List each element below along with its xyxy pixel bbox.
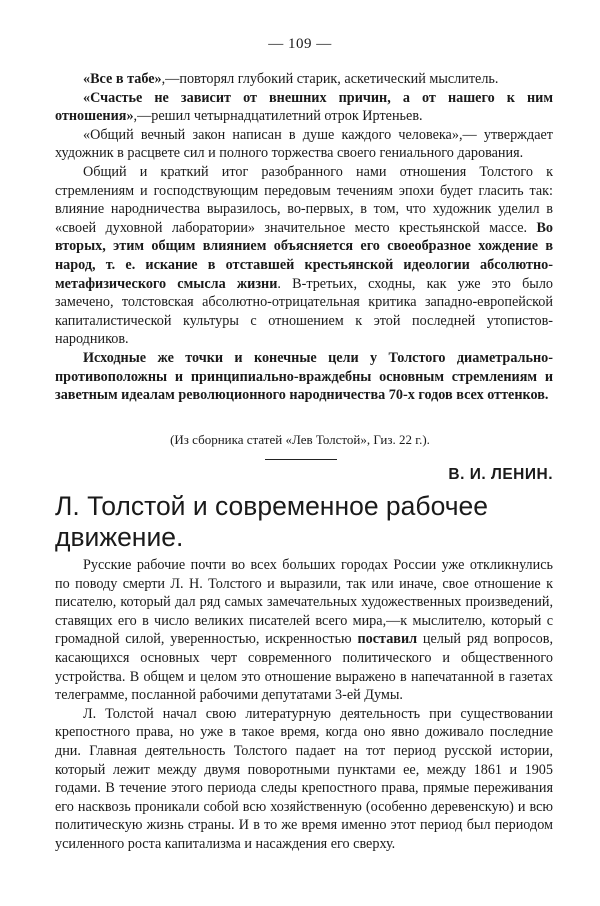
article-title: Л. Толстой и современное рабочее движение. [55,491,489,552]
essay-conclusion [55,70,553,405]
paragraph: «Общий вечный закон написан в душе каждого человека»,— утверждает художник в расцвете сил и полного торжества своего гениального дарования. [55,126,553,162]
paragraph: Л. Толстой начал свою литературную деятельность при существовании крепостного права, но уже в такое время, когда оно явно доживало последние дни. Главная деятельность Толстого падает на тот период русской истории, который лежит между двумя поворотными пунктами ее, между 1861 и 1905 годами. В течение этого периода следы крепостного права, прямые переживания его насквозь проникали собой всю хозяйственную (особенно деревенскую) и всю политическую жизнь страны. И в то же время именно этот период был периодом усиленного роста капитализма и насаждения его сверху. [55,705,553,852]
source-citation: (Из сборника статей «Лев Толстой», Гиз. 22 г.). [170,432,430,447]
article-body [55,556,553,854]
paragraph: Русские рабочие почти во всех больших городах России уже откликнулись по поводу смерти Л. Н. Толстого и выразили, так или иначе, свое отношение к писателю, который дал ряд самых замечательных художественных произведений, ставящих его в число великих писателей всего мира,—к мыслителю, который с громадной силой, уверенностью, искренностью поставил целый ряд вопросов, касающихся основных черт современного политического и общественного устройства. В общем и целом это отношение выражено в напечатанной в газетах телеграмме, посланной рабочими депутатами 3-ей Думы. [55,557,553,704]
paragraph: «Счастье не зависит от внешних причин, а от нашего к ним отношения»,—решил четырнадцатилетний отрок Иртеньев. [55,89,553,125]
author-name: В. И. ЛЕНИН. [448,466,553,483]
paragraph: Исходные же точки и конечные цели у Толстого диаметрально-противоположны и принципиально-враждебны основным стремлениям и заветным идеалам революционного народничества 70-х годов всех оттенков. [55,349,553,404]
section-divider [265,459,337,460]
page-number: — 109 — [268,36,332,52]
paragraph: «Все в табе»,—повторял глубокий старик, аскетический мыслитель. [83,71,499,87]
paragraph: Общий и краткий итог разобранного нами отношения Толстого к стремлениям и господствующим передовым течениям эпохи будет гласить так: влияние народничества выразилось, во-первых, в том, что художник уделил в «своей духовной лаборатории» значительное место крестьянской массе. Во вторых, этим общим влиянием объясняется его своеобразное хождение в народ, т. е. искание в отставшей крестьянской идеологии абсолютно-метафизического смысла жизни. В-третьих, сходны, как уже это было замечено, толстовская абсолютно-отрицательная критика западно-европейской капиталистической культуры с отношением к этой последней утопистов-народников. [55,163,553,348]
